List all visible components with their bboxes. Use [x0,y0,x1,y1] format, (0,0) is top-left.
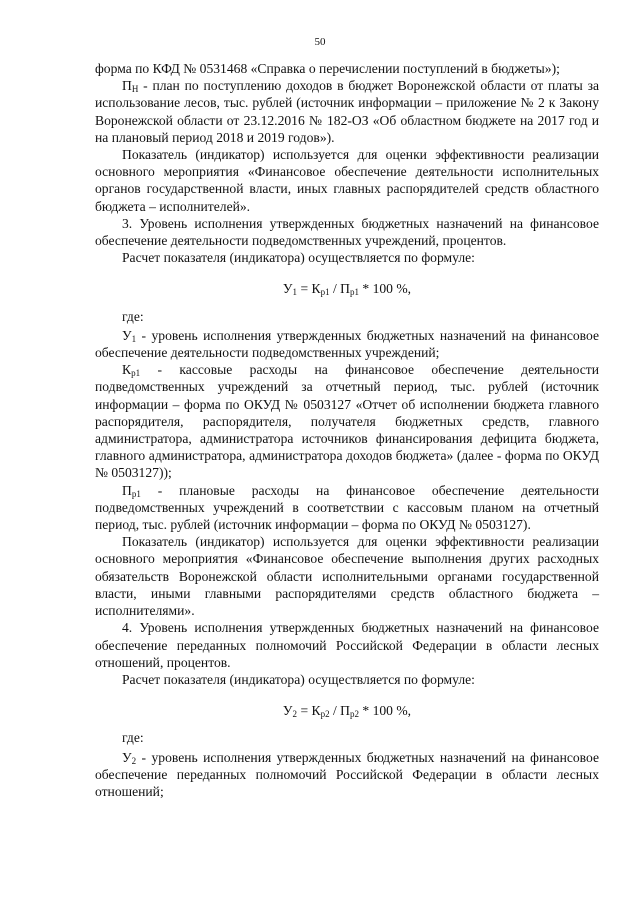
definition-text: - кассовые расходы на финансовое обеспечение деятельности подведомственных учреждений за отчетный период, тыс. рублей (источник информации – форма по ОКУД № 0503127 «Отчет об исполнении бюджета главного распорядителя, распорядителя, получателя бюджетных средств, главного администратора, администратора источников финансирования дефицита бюджета, главного администратора, администратора доходов бюджета» (далее - форма по ОКУД № 0503127)); [95,362,599,481]
paragraph-u1-definition [95,327,599,361]
paragraph-formula-intro-2: Расчет показателя (индикатора) осуществляется по формуле: [122,671,475,687]
formula-k-sub: р2 [320,709,330,720]
var-subscript: р1 [131,488,141,499]
definition-text: - плановые расходы на финансовое обеспечение деятельности подведомственных учреждений в соответствии с кассовым планом на отчетный период, тыс. рублей (источник информации – форма по ОКУД № 0503127). [95,482,599,533]
formula-k: = К [297,703,321,719]
formula-tail: * 100 %, [358,281,412,297]
paragraph-pp1-definition [95,482,599,534]
var-subscript: 1 [131,333,137,344]
where-label-1: где: [122,308,144,324]
formula-k: = К [297,281,321,297]
definition-text: - уровень исполнения утвержденных бюджетных назначений на финансовое обеспечение переданных полномочий Российской Федерации в области лесных отношений; [95,749,599,799]
var-k: К [122,362,132,378]
formula-tail: * 100 %, [358,703,412,719]
paragraph-indicator-usage-1: Показатель (индикатор) используется для оценки эффективности реализации основного мероприятия «Финансовое обеспечение деятельности исполнительных органов государственной власти, иных главных распорядителей средств областного бюджета – исполнителей». [95,147,599,214]
formula-p-sub: р2 [349,709,359,720]
formula-lhs: У [282,281,293,297]
var-subscript: Н [131,84,139,95]
formula-p-sub: р1 [349,287,359,298]
paragraph-indicator-usage-2: Показатель (индикатор) используется для оценки эффективности реализации основного мероприятия «Финансовое обеспечение выполнения других расходных обязательств Воронежской области исполнительными органами государственной власти, иными главными распорядителями средств областного бюджета – исполнителями». [95,534,599,619]
var-u: У [122,327,132,343]
definition-text: - план по поступлению доходов в бюджет Воронежской области от платы за использование лесов, тыс. рублей (источник информации – приложение № 2 к Закону Воронежской области от 23.12.2016 № 182-ОЗ «Об областном бюджете на 2017 год и на плановый период 2018 и 2019 годов»). [95,78,599,145]
var-u: У [122,749,132,765]
formula-p: / П [329,703,350,719]
formula-u1 [95,280,599,297]
where-label-2: где: [122,730,144,746]
page-number: 50 [314,36,326,48]
var-p: П [122,482,132,498]
var-p: П [122,78,132,94]
formula-k-sub: р1 [320,287,330,298]
paragraph-kfd-source: форма по КФД № 0531468 «Справка о перечислении поступлений в бюджеты»); [95,61,560,76]
document-body [95,60,599,800]
paragraph-section-4-title: 4. Уровень исполнения утвержденных бюджетных назначений на финансовое обеспечение переданных полномочий Российской Федерации в области лесных отношений, процентов. [95,620,599,670]
paragraph-u2-definition [95,749,599,801]
paragraph-formula-intro-1: Расчет показателя (индикатора) осуществляется по формуле: [122,250,475,266]
var-subscript: 2 [131,755,137,766]
paragraph-kp1-definition [95,361,599,481]
paragraph-section-3-title: 3. Уровень исполнения утвержденных бюджетных назначений на финансовое обеспечение деятельности подведомственных учреждений, процентов. [95,215,599,249]
paragraph-pn-definition [95,77,599,146]
formula-lhs-sub: 1 [292,287,298,298]
formula-lhs-sub: 2 [292,709,298,720]
formula-p: / П [329,281,350,297]
definition-text: - уровень исполнения утвержденных бюджетных назначений на финансовое обеспечение деятельности подведомственных учреждений; [95,327,599,361]
formula-lhs: У [282,703,293,719]
var-subscript: р1 [131,368,141,379]
formula-u2 [95,702,599,719]
